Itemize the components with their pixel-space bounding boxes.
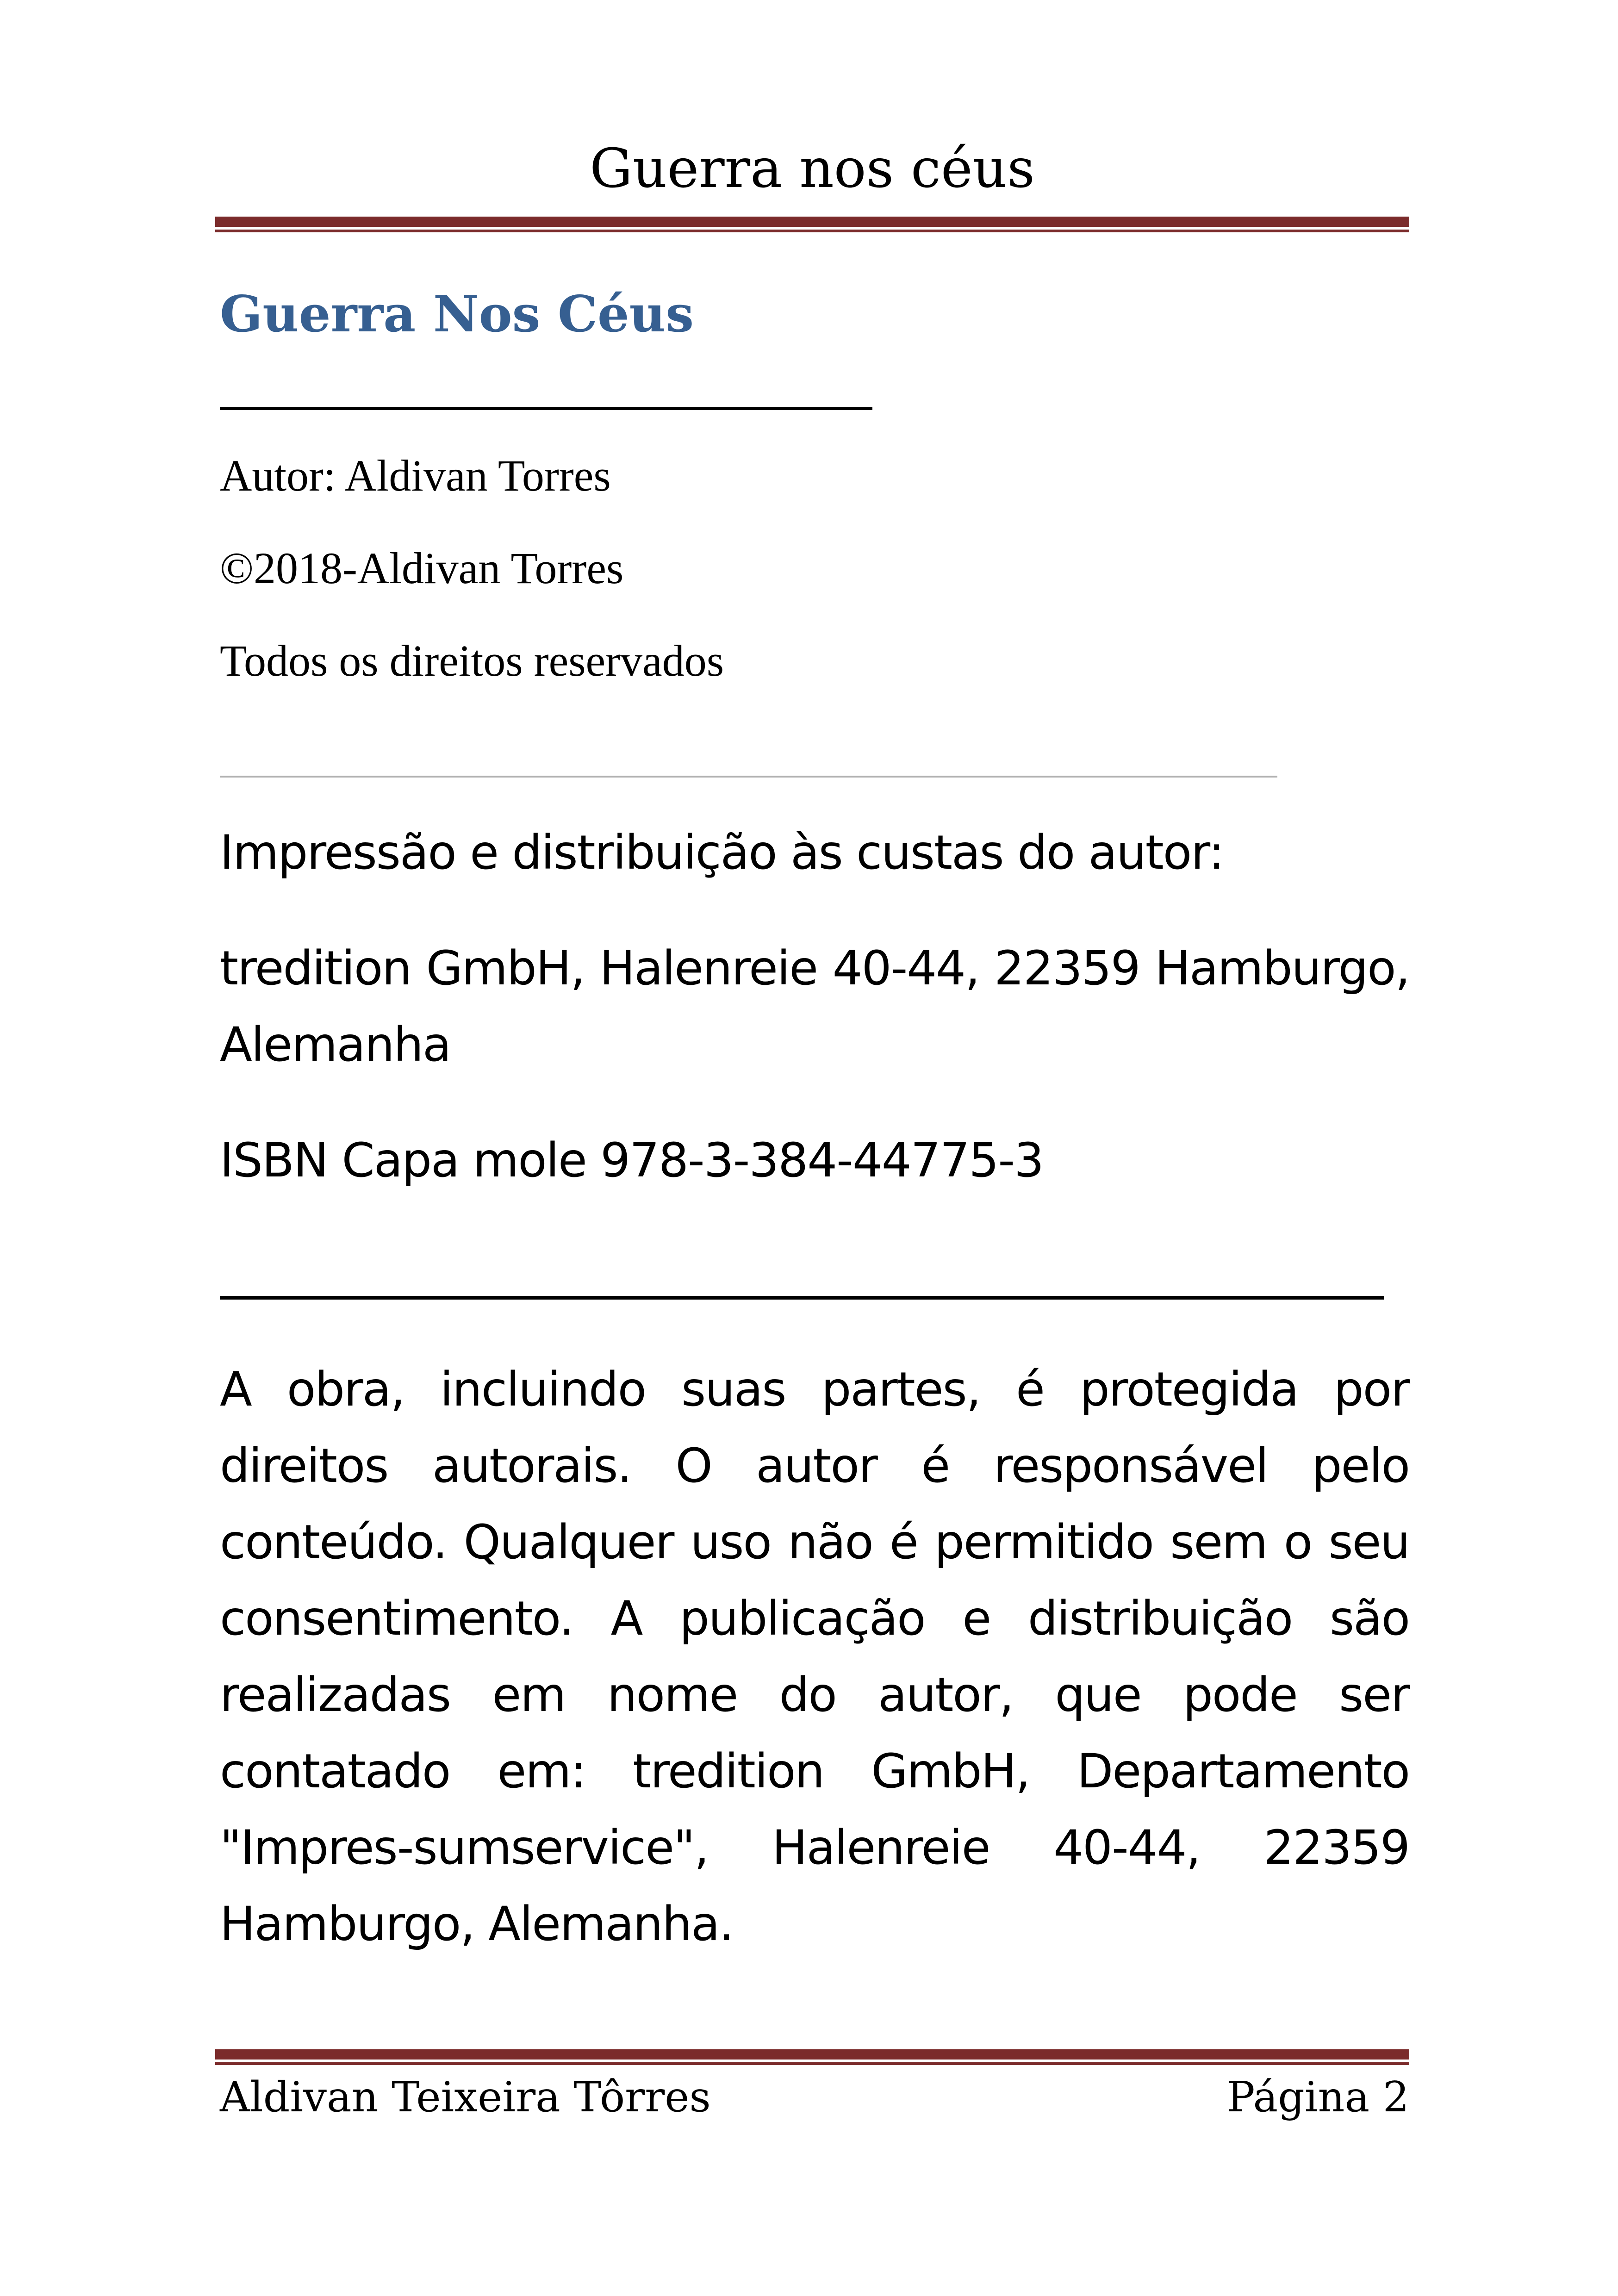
- section-divider-dark: [220, 1296, 1384, 1300]
- rights-line: Todos os direitos reservados: [220, 636, 724, 685]
- header-rule-thin: [215, 230, 1409, 232]
- isbn-line: ISBN Capa mole 978-3-384-44775-3: [220, 1133, 1044, 1188]
- running-header-title: Guerra nos céus: [590, 137, 1035, 200]
- print-distribution-line: Impressão e distribuição às custas do autor:: [220, 825, 1224, 880]
- publisher-address: tredition GmbH, Halenreie 40-44, 22359 Hamburgo, Alemanha: [220, 941, 1409, 1072]
- footer-rule-thin: [215, 2062, 1409, 2065]
- footer-author: Aldivan Teixeira Tôrres: [220, 2073, 711, 2122]
- copyright-line: ©2018-Aldivan Torres: [220, 543, 624, 593]
- author-line: Autor: Aldivan Torres: [220, 451, 611, 500]
- footer-page-number: Página 2: [1226, 2073, 1409, 2122]
- footer-rule-thick: [215, 2049, 1409, 2060]
- legal-notice-paragraph: A obra, incluindo suas partes, é protegida por direitos autorais. O autor é responsável pelo conteúdo. Qualquer uso não é permitido sem o seu consentimento. A publicação e distribuição são realizadas em nome do autor, que pode ser contatado em: tredition GmbH, Departamento "Impres-sumservice", Halenreie 40-44, 22359 Hamburgo, Alemanha.: [220, 1362, 1409, 1952]
- section-divider-light: [220, 776, 1277, 778]
- header-rule-thick: [215, 217, 1409, 227]
- title-underline: [220, 407, 872, 410]
- book-title: Guerra Nos Céus: [220, 285, 694, 343]
